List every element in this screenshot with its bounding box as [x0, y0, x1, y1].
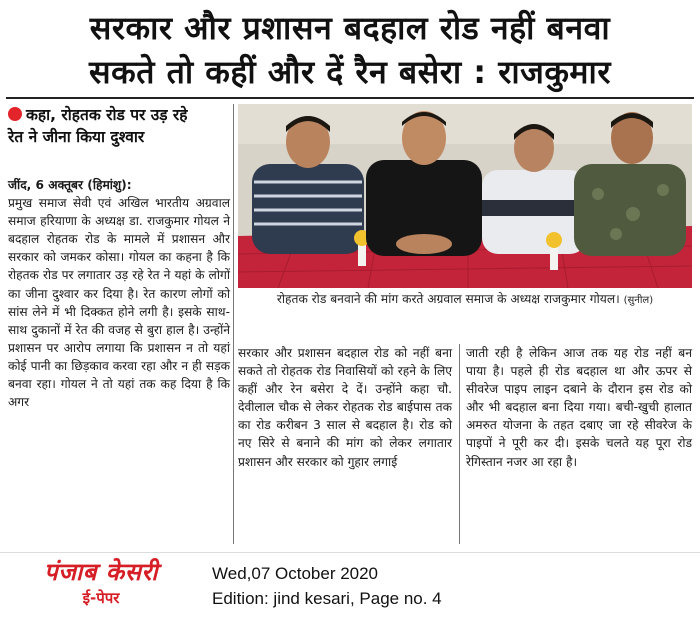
logo-subtitle: ई-पेपर — [82, 589, 120, 607]
subhead-line-1: कहा, रोहतक रोड पर उड़ रहे — [26, 106, 188, 124]
column-divider — [233, 104, 234, 544]
article-column-1 — [8, 176, 230, 411]
headline-divider — [6, 97, 694, 99]
edition-info: Edition: jind kesari, Page no. 4 — [212, 589, 442, 608]
article-column-3 — [466, 344, 692, 471]
column-2-text: सरकार और प्रशासन बदहाल रोड को नहीं बना सकते तो रोहतक रोड निवासियों को रहने के लिए कहीं और रेन बसेरा दे दें। उन्होंने कहा चौ. देवीलाल चौक से लेकर रोहतक रोड बाईपास तक का रोड करीबन 3 साल से बदहाल है। रोड को नए सिरे से बनाने की मांग को लेकर लगातार प्रशासन और सरकार को गुहार लगाई — [238, 346, 452, 469]
column-1-text: प्रमुख समाज सेवी एवं अखिल भारतीय अग्रवाल समाज हरियाणा के अध्यक्ष डा. राजकुमार गोयल ने बदहाल रोहतक रोड के मामले में प्रशासन और सरकार को जमकर कोसा। गोयल का कहना है कि रोहतक रोड पर लगातार उड़ रहे रेत ने यहां के लोगों का जीना दुश्वार कर दिया है। रेत कारण लोगों को सांस लेने में भी दिक्कत होने लगी है। इसके साथ-साथ दुकानों में रेत की वजह से बुरा हाल है। उन्होंने प्रशासन पर आरोप लगाया कि प्रशासन न तो यहां कोई पानी का छिड़काव करवा रहा और न ही सड़क बनवा रहा। गोयल ने तो यहां तक कह दिया है कि अगर — [8, 196, 230, 410]
punjab-kesari-logo[interactable] — [6, 557, 196, 615]
photo-caption — [238, 290, 692, 310]
logo-title: पंजाब केसरी — [44, 558, 158, 586]
edition-date: Wed,07 October 2020 — [212, 564, 379, 583]
dateline: जींद, 6 अक्तूबर (हिमांशु): — [8, 178, 132, 192]
headline-line-2: सकते तो कहीं और दें रैन बसेरा : राजकुमार — [89, 53, 611, 91]
subheadline — [8, 104, 230, 148]
epaper-footer — [0, 552, 700, 620]
photo-credit: (सुनील) — [623, 295, 654, 306]
article-column-2 — [238, 344, 452, 471]
headline — [6, 6, 694, 94]
caption-text: रोहतक रोड बनवाने की मांग करते अग्रवाल समाज के अध्यक्ष राजकुमार गोयल। — [276, 292, 620, 306]
headline-line-1: सरकार और प्रशासन बदहाल रोड नहीं बनवा — [89, 9, 611, 47]
column-divider — [459, 344, 460, 544]
column-3-text: जाती रही है लेकिन आज तक यह रोड नहीं बन पाया है। पहले ही रोड बदहाल था और ऊपर से सीवरेज पाइप लाइन दबाने के दौरान इस रोड को और भी बदहाल बना दिया गया। बची-खुची हालात अमरुत योजना के तहत दबाए जा रहे सीवरेज के पाइपों ने पूरी कर दी। इसके चलते यह पूरा रोड रेगिस्तान नजर आ रहा है। — [466, 346, 692, 469]
red-bullet-icon — [8, 107, 22, 121]
news-photo-illustration — [238, 104, 692, 288]
subhead-line-2: रेत ने जीना किया दुश्वार — [8, 128, 145, 146]
news-photo — [238, 104, 692, 288]
